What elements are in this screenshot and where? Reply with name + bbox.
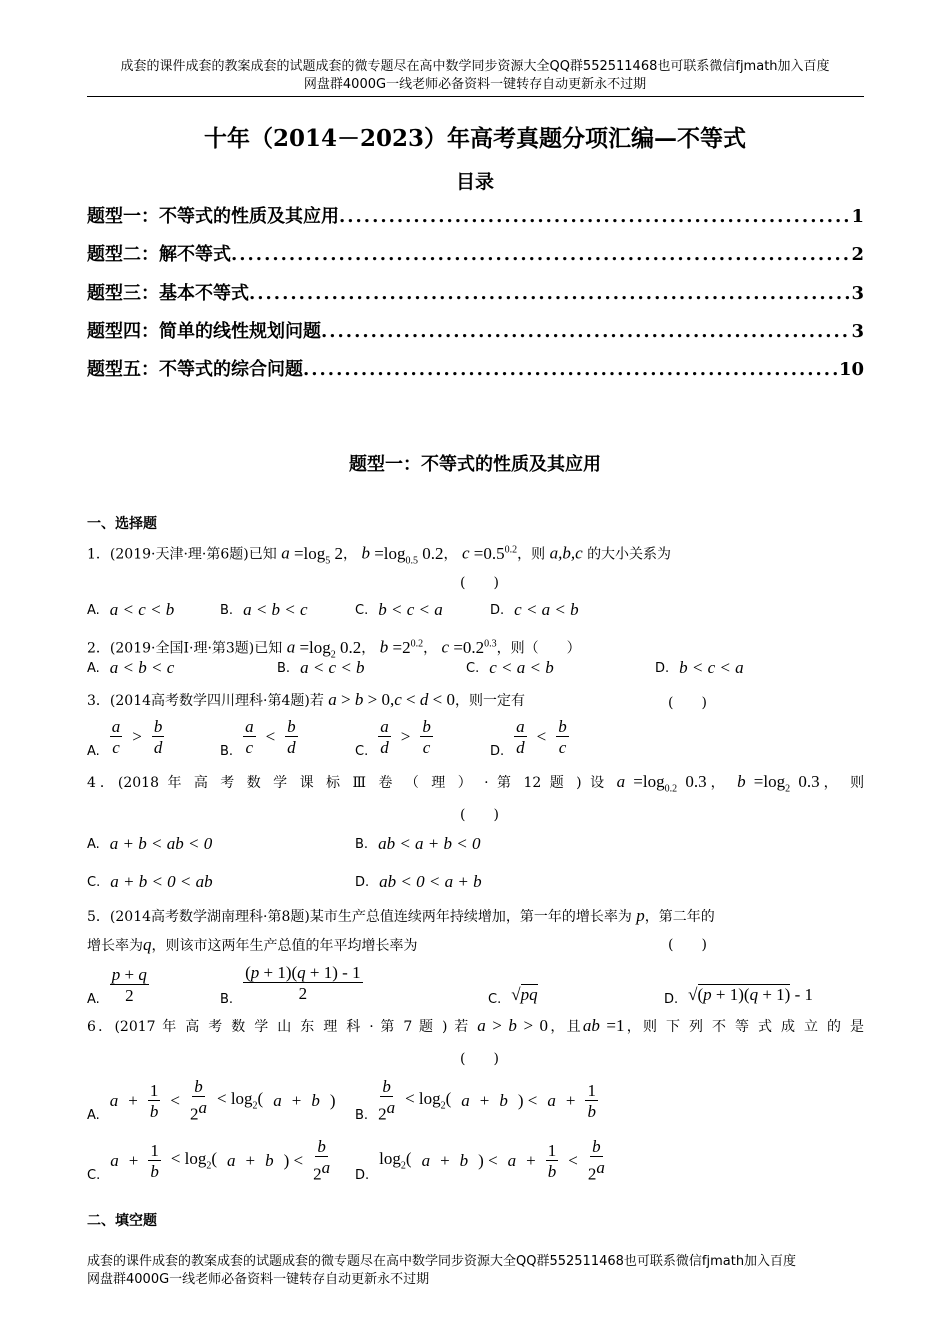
page-title: 十年（2014－2023）年高考真题分项汇编—不等式 xyxy=(203,125,747,152)
toc-leader xyxy=(231,244,851,265)
header-line-1: 成套的课件成套的教案成套的试题成套的微专题尽在高中数学同步资源大全QQ群552511468也可联系微信fjmath加入百度 xyxy=(120,59,830,74)
option-b[interactable]: B. a < b < c xyxy=(220,600,308,619)
answer-blank: ( ) xyxy=(460,1051,499,1067)
toc-item[interactable] xyxy=(87,240,864,266)
footer-line-2: 网盘群4000G一线老师必备资料一键转存自动更新永不过期 xyxy=(87,1272,430,1287)
answer-blank: ( ) xyxy=(460,575,499,591)
answer-blank: ( ) xyxy=(668,695,707,711)
question-6: 6．(2017 年 高 考 数 学 山 东 理 科 · 第 7 题 ) 若 a > b > 0，且ab =1，则 下 列 不 等 式 成 立 的 是 xyxy=(87,1016,865,1035)
option-c[interactable]: C. c < a < b xyxy=(466,658,554,677)
toc-item[interactable] xyxy=(87,317,864,343)
question-3: 3．(2014高考数学四川理科·第4题)若 a > b > 0,c < d < 0，则一定有 xyxy=(87,690,525,709)
option-c[interactable]: C. √pq xyxy=(488,984,538,1007)
subsection-fill: 二、填空题 xyxy=(87,1213,157,1229)
toc-heading: 目录 xyxy=(455,171,494,193)
section-title: 题型一：不等式的性质及其应用 xyxy=(349,454,601,475)
option-c[interactable]: C. $\frac{a}{d}$ > $\frac{b}{c}$ xyxy=(355,716,431,759)
option-b[interactable]: B. $\frac{a}{c}$ < $\frac{b}{d}$ xyxy=(220,716,296,759)
question-2: 2．(2019·全国Ⅰ·理·第3题)已知 $a =\log_2$ 0.2， $b =2^{0.2}$， $c =0.2^{0.3}$，则（ ） xyxy=(87,637,581,661)
toc-item-label[interactable]: 题型四：简单的线性规划问题 xyxy=(87,321,321,342)
toc-item-label[interactable]: 题型三：基本不等式 xyxy=(87,283,249,304)
footer-line-1: 成套的课件成套的教案成套的试题成套的微专题尽在高中数学同步资源大全QQ群552511468也可联系微信fjmath加入百度 xyxy=(87,1254,797,1269)
answer-blank: ( ) xyxy=(668,937,707,953)
option-c[interactable]: C. b < c < a xyxy=(355,600,443,619)
option-b[interactable]: B. a < c < b xyxy=(277,658,365,677)
toc-item-page: 3 xyxy=(851,321,864,342)
option-d[interactable]: D. $\log_2$( a + b ) < a + $\frac{1}{b}$ < $\frac{b}{2^a}$ xyxy=(355,1137,605,1184)
question-1: 1．(2019·天津·理·第6题)已知 $a =\log_5$ 2， $b =\log_{0.5}$ 0.2， $c =0.5^{0.2}$，则 a,b,c 的大小关系为 xyxy=(87,543,672,567)
option-d[interactable]: D. b < c < a xyxy=(655,658,744,677)
option-c[interactable]: C. a + $\frac{1}{b}$ < $\log_2$( a + b ) < $\frac{b}{2^a}$ xyxy=(87,1137,331,1184)
option-b[interactable]: B. ab < a + b < 0 xyxy=(355,834,481,853)
header-rule xyxy=(87,96,864,97)
question-5: 5．(2014高考数学湖南理科·第8题)某市生产总值连续两年持续增加，第一年的增长率为 p，第二年的 增长率为q，则该市这两年生产总值的年平均增长率为 xyxy=(87,906,715,954)
toc-item-label[interactable]: 题型五：不等式的综合问题 xyxy=(87,359,303,380)
toc-item-label[interactable]: 题型二：解不等式 xyxy=(87,244,231,265)
answer-blank: ( ) xyxy=(460,807,499,823)
option-a[interactable]: A. a < b < c xyxy=(87,658,175,677)
option-a[interactable]: A. a + b < ab < 0 xyxy=(87,834,213,853)
toc-item[interactable] xyxy=(87,202,864,228)
toc-leader xyxy=(321,321,851,342)
header-line-2: 网盘群4000G一线老师必备资料一键转存自动更新永不过期 xyxy=(303,77,647,92)
option-d[interactable]: D. c < a < b xyxy=(490,600,579,619)
option-d[interactable]: D. $\frac{a}{d}$ < $\frac{b}{c}$ xyxy=(490,716,567,759)
toc-item[interactable] xyxy=(87,279,864,305)
toc-item-page: 1 xyxy=(851,206,864,227)
toc-item-page: 3 xyxy=(851,283,864,304)
option-a[interactable]: A. a < c < b xyxy=(87,600,175,619)
option-c[interactable]: C. a + b < 0 < ab xyxy=(87,872,213,891)
option-b[interactable]: B. $\frac{b}{2^a}$ < $\log_2$( a + b ) < a + $\frac{1}{b}$ xyxy=(355,1077,596,1124)
option-a[interactable]: A. $\frac{a}{c}$ > $\frac{b}{d}$ xyxy=(87,716,163,759)
option-d[interactable]: D. √(p + 1)(q + 1) - 1 xyxy=(664,984,814,1007)
question-4: 4．(2018 年 高 考 数 学 课 标 Ⅲ 卷 （ 理 ） · 第 12 题 ) 设 $a =\log_{0.2}$ 0.3， $b =\log_2$ 0.3， 则 xyxy=(87,772,865,795)
toc-item[interactable] xyxy=(87,355,864,381)
toc-leader xyxy=(339,206,851,227)
option-b[interactable]: B. $\frac{(p + 1)(q + 1) - 1}{2}$ xyxy=(220,962,361,1007)
option-d[interactable]: D. ab < 0 < a + b xyxy=(355,872,482,891)
option-a[interactable]: A. a + $\frac{1}{b}$ < $\frac{b}{2^a}$ < $\log_2$( a + b ) xyxy=(87,1077,336,1124)
toc-leader xyxy=(303,359,839,380)
option-a[interactable]: A. $\frac{p + q}{2}$ xyxy=(87,964,147,1007)
subsection-choice: 一、选择题 xyxy=(87,516,157,532)
toc-item-page: 10 xyxy=(838,359,864,380)
toc-leader xyxy=(249,283,851,304)
toc-item-page: 2 xyxy=(851,244,864,265)
toc-item-label[interactable]: 题型一：不等式的性质及其应用 xyxy=(87,206,339,227)
